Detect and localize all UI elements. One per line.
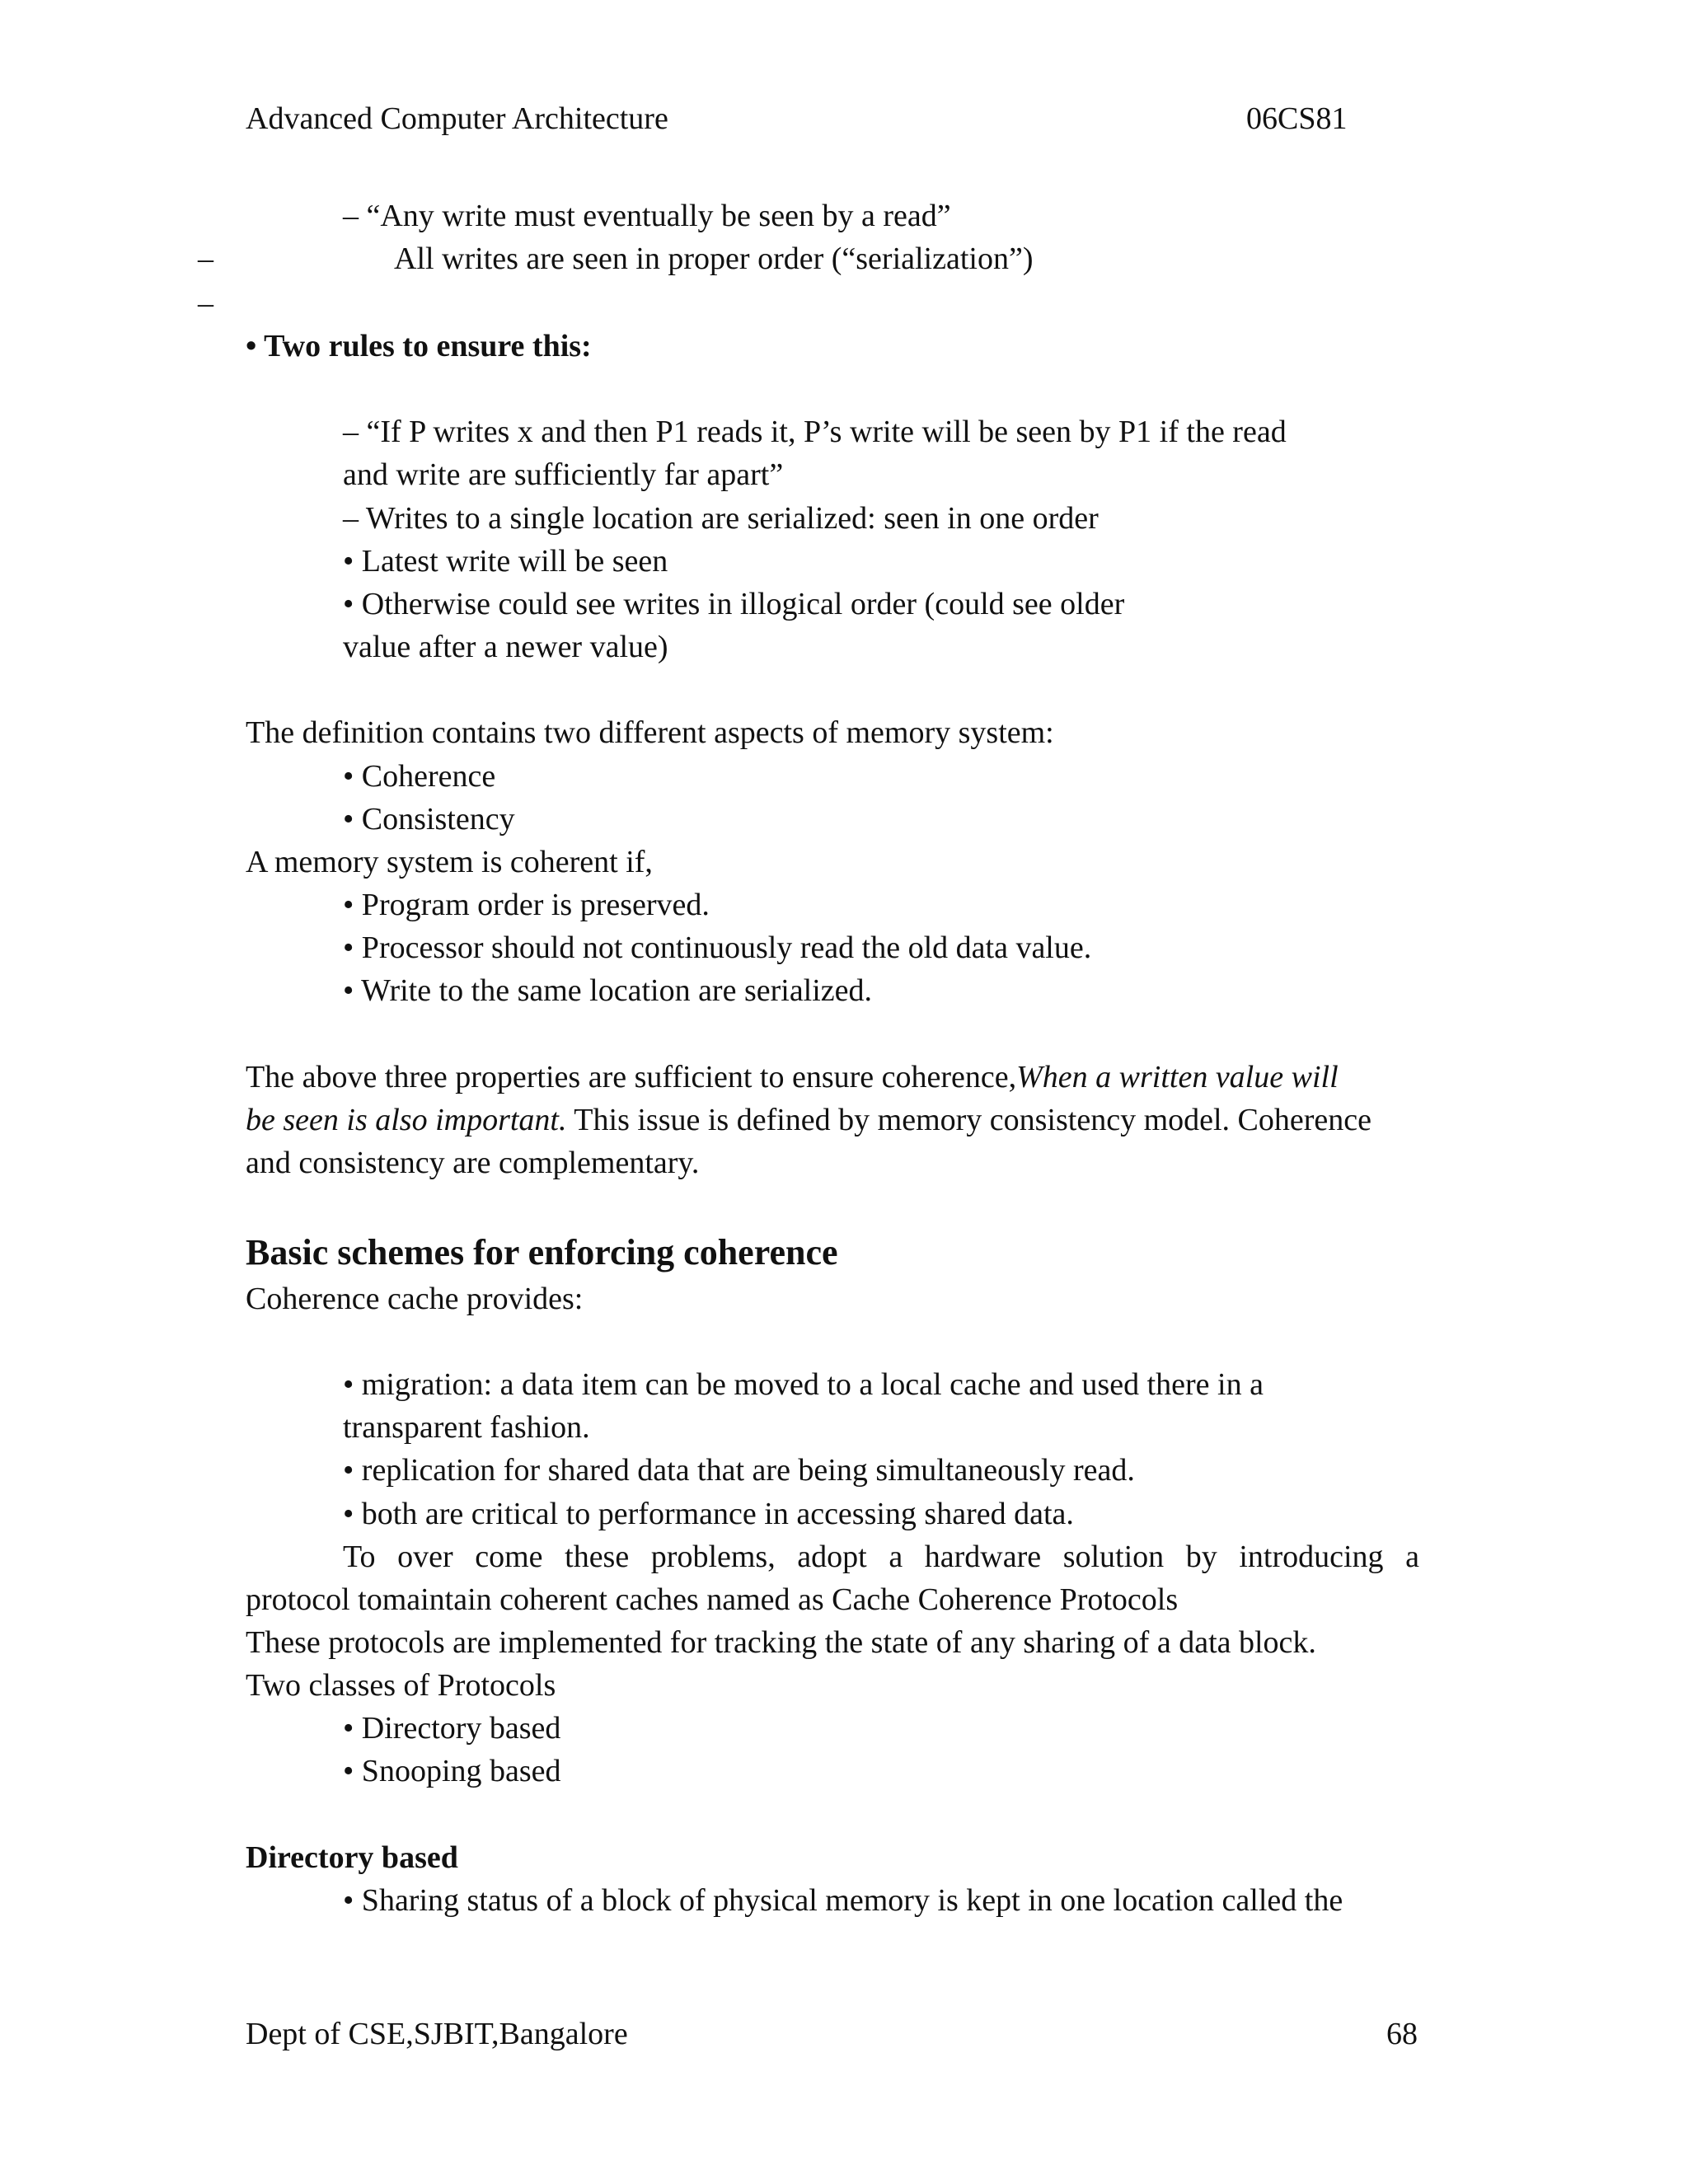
list-item: • Program order is preserved. bbox=[343, 888, 710, 922]
paragraph-line: and consistency are complementary. bbox=[246, 1146, 700, 1180]
rule-line: • Otherwise could see writes in illogical order (could see older bbox=[343, 587, 1125, 621]
list-item: • Directory based bbox=[343, 1711, 561, 1746]
section-heading: Basic schemes for enforcing coherence bbox=[246, 1232, 838, 1272]
paragraph-line: protocol tomaintain coherent caches named as Cache Coherence Protocols bbox=[246, 1582, 1179, 1617]
list-item: • both are critical to performance in accessing shared data. bbox=[343, 1497, 1074, 1531]
margin-dash: – bbox=[198, 241, 213, 276]
rule-line: value after a newer value) bbox=[343, 630, 668, 664]
margin-dash: – bbox=[198, 286, 213, 321]
text-line: All writes are seen in proper order (“serialization”) bbox=[394, 241, 1034, 276]
subsection-heading: Directory based bbox=[246, 1840, 458, 1875]
list-item: transparent fashion. bbox=[343, 1410, 590, 1445]
paragraph-line: Two classes of Protocols bbox=[246, 1668, 556, 1703]
header-title: Advanced Computer Architecture bbox=[246, 101, 668, 136]
paragraph-line bbox=[246, 1099, 1372, 1141]
text-line: – “Any write must eventually be seen by a read” bbox=[343, 199, 951, 233]
paragraph-line: Coherence cache provides: bbox=[246, 1282, 584, 1316]
page-number: 68 bbox=[1386, 2017, 1418, 2051]
list-item: • migration: a data item can be moved to a local cache and used there in a bbox=[343, 1367, 1264, 1402]
rule-line: – Writes to a single location are serialized: seen in one order bbox=[343, 501, 1099, 536]
list-item: • replication for shared data that are being simultaneously read. bbox=[343, 1453, 1135, 1488]
paragraph-italic: When a written value will bbox=[1016, 1060, 1339, 1094]
paragraph-line bbox=[246, 1056, 1339, 1099]
header-code: 06CS81 bbox=[1246, 101, 1348, 136]
list-item: • Consistency bbox=[343, 802, 515, 837]
rule-line: – “If P writes x and then P1 reads it, P’s write will be seen by P1 if the read bbox=[343, 415, 1287, 449]
paragraph-text: This issue is defined by memory consistency model. Coherence bbox=[566, 1103, 1372, 1137]
list-item: • Snooping based bbox=[343, 1754, 561, 1788]
footer-dept: Dept of CSE,SJBIT,Bangalore bbox=[246, 2017, 628, 2051]
rules-heading: • Two rules to ensure this: bbox=[246, 329, 592, 363]
list-item: • Processor should not continuously read the old data value. bbox=[343, 930, 1092, 965]
list-item: • Write to the same location are serialized. bbox=[343, 973, 873, 1008]
list-item: • Sharing status of a block of physical memory is kept in one location called the bbox=[343, 1883, 1343, 1918]
rule-line: • Latest write will be seen bbox=[343, 544, 668, 579]
paragraph-italic: be seen is also important. bbox=[246, 1103, 567, 1137]
rule-line: and write are sufficiently far apart” bbox=[343, 457, 784, 492]
list-item: • Coherence bbox=[343, 759, 496, 794]
paragraph-line: These protocols are implemented for tracking the state of any sharing of a data block. bbox=[246, 1625, 1316, 1660]
paragraph-text: The above three properties are sufficient to ensure coherence, bbox=[246, 1060, 1017, 1094]
paragraph-line: The definition contains two different aspects of memory system: bbox=[246, 715, 1054, 750]
paragraph-line: To over come these problems, adopt a hardware solution by introducing a bbox=[343, 1540, 1419, 1574]
paragraph-line: A memory system is coherent if, bbox=[246, 845, 653, 879]
